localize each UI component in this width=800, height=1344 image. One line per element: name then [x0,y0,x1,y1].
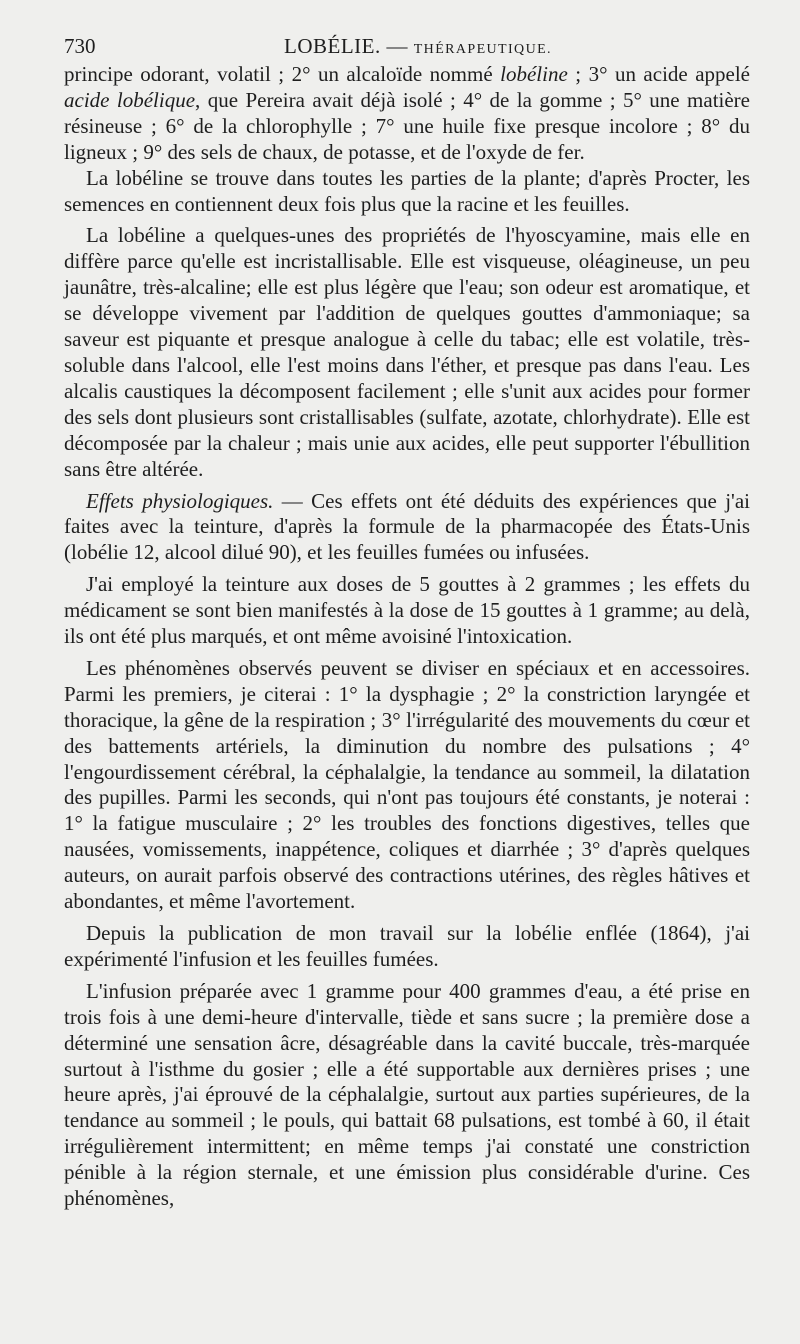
paragraph [64,62,750,166]
paragraph: La lobéline se trouve dans toutes les parties de la plante; d'après Procter, les semences en contiennent deux fois plus que la racine et les feuilles. [64,165,750,216]
text-run: ; 3° un acide appelé [567,62,751,86]
paragraph: L'infusion préparée avec 1 gramme pour 400 grammes d'eau, a été prise en trois fois à une demi-heure d'intervalle, tiède et sans sucre ; la première dose a déterminé une sensation âcre, désagréable dans la cavité buccale, très-marquée surtout à l'isthme du gosier ; elle a été supportable aux dernières prises ; une heure après, j'ai éprouvé de la céphalalgie, surtout aux parties supérieures, de la tendance au sommeil ; le pouls, qui battait 68 pulsations, est tombé à 60, il était irrégulièrement intermittent; en même temps j'ai constaté une constriction pénible à la région sternale, et une émission plus considérable d'urine. Ces phénomènes, [64,978,750,1211]
text-run: — Ces effets ont été déduits des expériences que j'ai faites avec la teinture, d'après la formule de la pharmacopée des États-Unis (lobélie 12, alcool dilué 90), et les feuilles fumées ou infusées. [64,488,750,565]
body-text [64,62,750,1212]
paragraph: Les phénomènes observés peuvent se diviser en spéciaux et en accessoires. Parmi les premiers, je citerai : 1° la dysphagie ; 2° la constriction laryngée et thoracique, la gêne de la respiration ; 3° l'irrégularité des mouvements du cœur et des battements artériels, la diminution du nombre des pulsations ; 4° l'engourdissement cérébral, la céphalalgie, la tendance au sommeil, la dilatation des pupilles. Parmi les seconds, qui n'ont pas toujours été constants, je noterai : 1° la fatigue musculaire ; 2° les troubles des fonctions digestives, telles que nausées, vomissements, inappétence, coliques et diarrhée ; 3° d'après quelques auteurs, on aurait parfois observé des contractions utérines, des règles hâtives et abondantes, et même l'avortement. [64,655,750,914]
section-heading: Effets physiologiques. [86,488,274,513]
italic-term: lobéline [500,62,568,86]
paragraph: J'ai employé la teinture aux doses de 5 gouttes à 2 grammes ; les effets du médicament se sont bien manifestés à la dose de 15 gouttes à 1 gramme; au delà, ils ont été plus marqués, et ont même avoisiné l'intoxication. [64,572,750,649]
paragraph [64,489,750,567]
running-title: LOBÉLIE. — [284,34,408,58]
italic-term: acide lobélique [64,87,196,112]
running-head [284,34,552,59]
paragraph: La lobéline a quelques-unes des propriétés de l'hyoscyamine, mais elle en diffère parce qu'elle est incristallisable. Elle est visqueuse, oléagineuse, un peu jaunâtre, très-alcaline; elle est plus légère que l'eau; son odeur est aromatique, et se développe vivement par l'addition de quelques gouttes d'ammoniaque; sa saveur est piquante et presque analogue à celle du tabac; elle est volatile, très-soluble dans l'alcool, elle l'est moins dans l'éther, et presque pas dans l'eau. Les alcalis caustiques la décomposent facilement ; elle s'unit aux acides pour former des sels dont plusieurs sont cristallisables (sulfate, azotate, chlorhydrate). Elle est décomposée par la chaleur ; mais unie aux acides, elle peut supporter l'ébullition sans être altérée. [64,223,750,481]
page-number: 730 [64,34,96,58]
text-run: , que Pereira avait déjà isolé ; 4° de la gomme ; 5° une matière résineuse ; 6° de la chlorophylle ; 7° une huile fixe presque incolore ; 8° du ligneux ; 9° des sels de chaux, de potasse, et de l'oxyde de fer. [64,87,750,164]
running-section: THÉRAPEUTIQUE. [413,42,552,57]
page-header [64,28,750,62]
paragraph: Depuis la publication de mon travail sur la lobélie enflée (1864), j'ai expérimenté l'infusion et les feuilles fumées. [64,921,750,971]
text-run: principe odorant, volatil ; 2° un alcaloïde nommé [64,62,501,86]
